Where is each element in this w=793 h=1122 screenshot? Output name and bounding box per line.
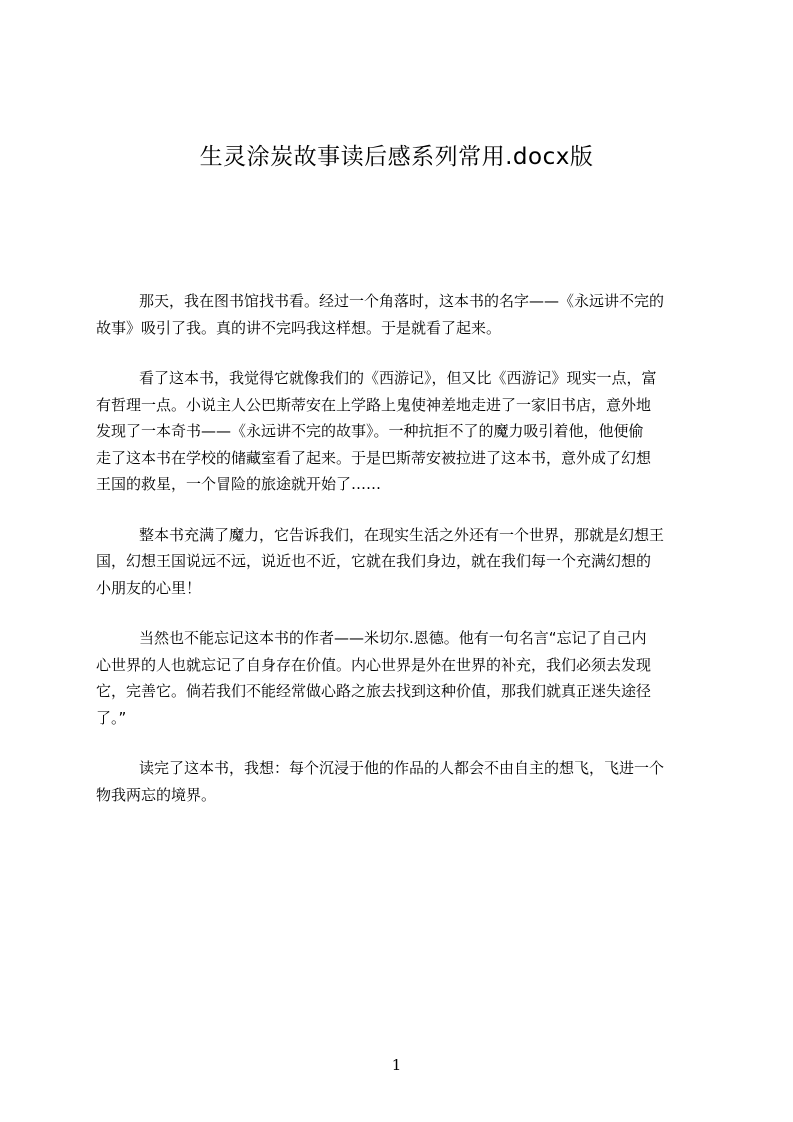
paragraph-line: 它，完善它。倘若我们不能经常做心路之旅去找到这种价值，那我们就真正迷失途径 bbox=[96, 682, 652, 700]
paragraph-line: 王国的救星，一个冒险的旅途就开始了…… bbox=[96, 475, 382, 493]
paragraph-line: 物我两忘的境界。 bbox=[96, 785, 217, 804]
paragraph-line: 了。” bbox=[96, 708, 127, 727]
paragraph-line: 读完了这本书，我想：每个沉浸于他的作品的人都会不由自主的想飞，飞进一个 bbox=[139, 759, 665, 777]
paragraph-line: 小朋友的心里！ bbox=[96, 578, 202, 597]
paragraph-line: 整本书充满了魔力，它告诉我们，在现实生活之外还有一个世界，那就是幻想王 bbox=[139, 525, 665, 544]
paragraph-line: 有哲理一点。小说主人公巴斯蒂安在上学路上鬼使神差地走进了一家旧书店，意外地 bbox=[96, 395, 652, 414]
paragraph-5 bbox=[96, 755, 706, 808]
paragraph-line: 看了这本书，我觉得它就像我们的《西游记》，但又比《西游记》现实一点，富 bbox=[139, 369, 657, 387]
page-number: 1 bbox=[391, 1056, 402, 1074]
paragraph-line: 当然也不能忘记这本书的作者——米切尔.恩德。他有一句名言“忘记了自己内 bbox=[139, 629, 647, 647]
paragraph-line: 心世界的人也就忘记了自身存在价值。内心世界是外在世界的补充，我们必须去发现 bbox=[96, 655, 652, 674]
paragraph-line: 那天，我在图书馆找书看。经过一个角落时，这本书的名字——《永远讲不完的 bbox=[139, 292, 665, 310]
paragraph-3 bbox=[96, 522, 706, 602]
paragraph-line: 国，幻想王国说远不远，说近也不近，它就在我们身边，就在我们每一个充满幻想的 bbox=[96, 552, 652, 570]
paragraph-4 bbox=[96, 625, 706, 731]
document-title: 生灵涂炭故事读后感系列常用.docx版 bbox=[199, 144, 594, 170]
paragraph-line: 故事》吸引了我。真的讲不完吗我这样想。于是就看了起来。 bbox=[96, 318, 502, 337]
paragraph-line: 走了这本书在学校的储藏室看了起来。于是巴斯蒂安被拉进了这本书，意外成了幻想 bbox=[96, 448, 652, 467]
paragraph-2 bbox=[96, 365, 706, 498]
paragraph-line: 发现了一本奇书——《永远讲不完的故事》。一种抗拒不了的魔力吸引着他，他便偷 bbox=[96, 422, 644, 440]
document-body bbox=[96, 288, 706, 832]
paragraph-1 bbox=[96, 288, 706, 341]
